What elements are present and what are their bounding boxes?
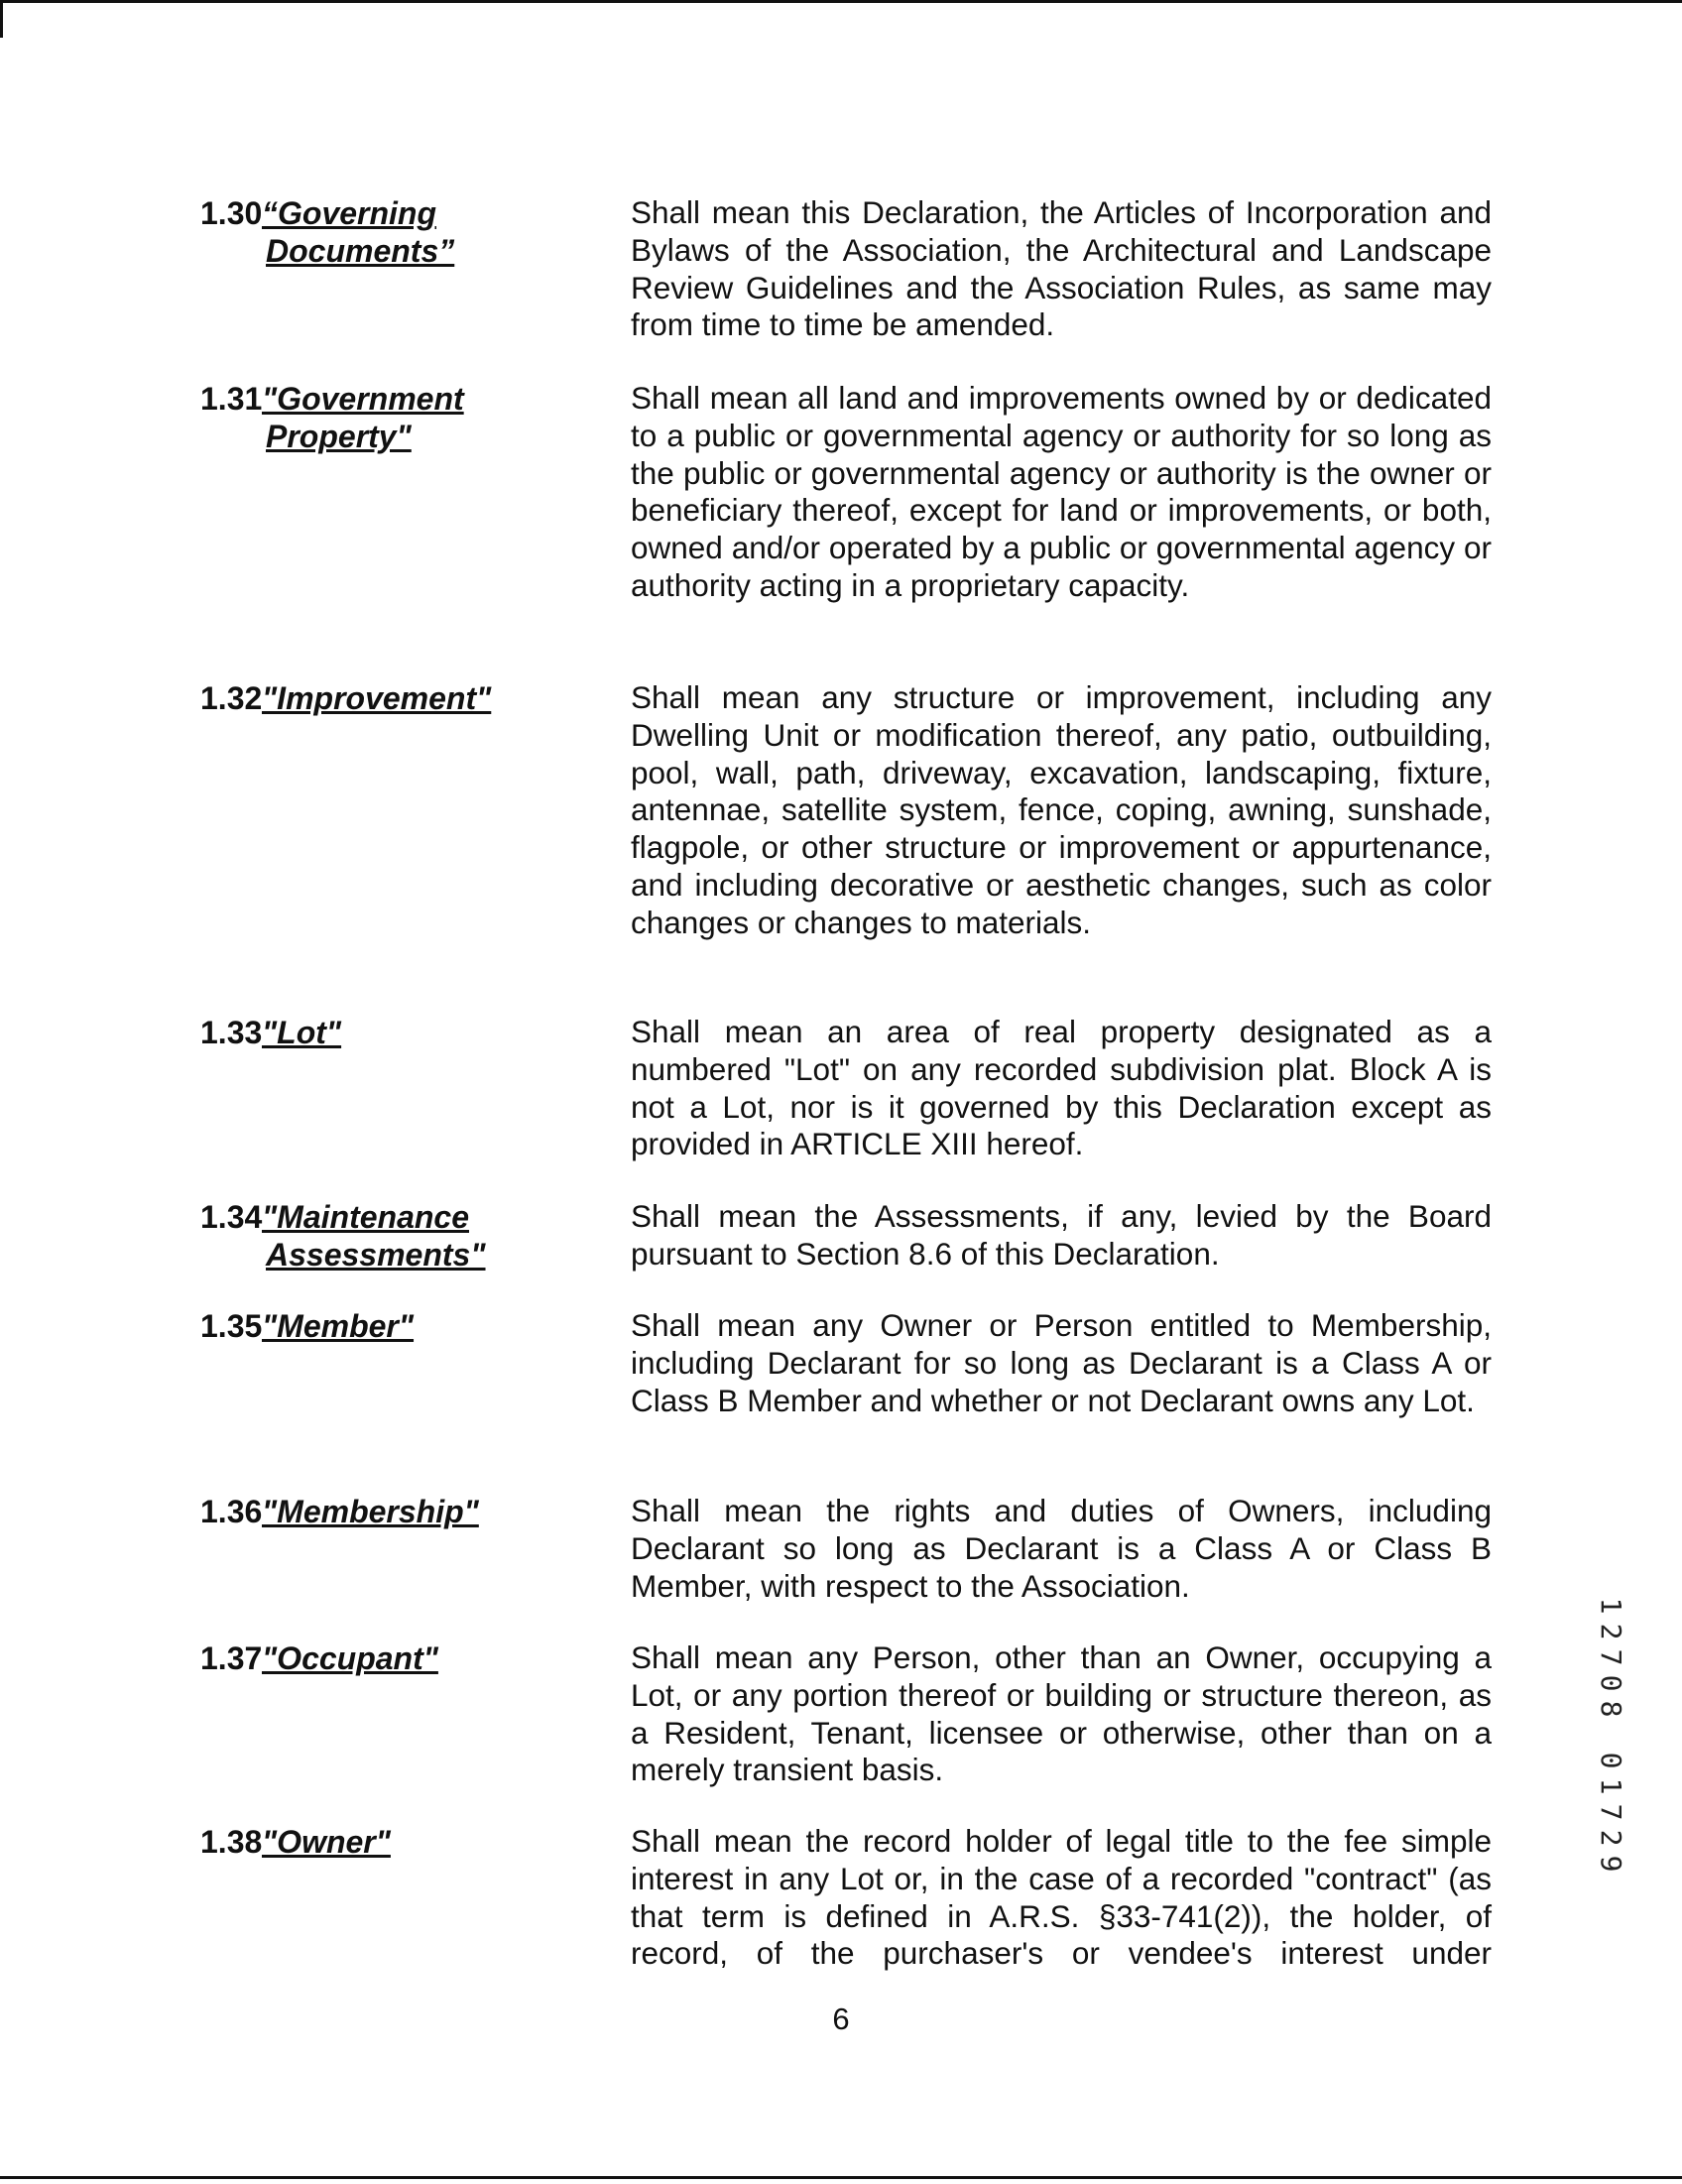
term-text: "Membership" xyxy=(262,1494,479,1529)
term-text: "Owner" xyxy=(262,1824,391,1860)
page-number: 6 xyxy=(832,2002,850,2036)
definition-term xyxy=(200,380,597,455)
stamp-char: 0 xyxy=(1595,1752,1627,1769)
section-number: 1.38 xyxy=(200,1824,263,1860)
definition-term xyxy=(200,1639,597,1677)
term-line xyxy=(200,679,597,717)
scan-edge-left xyxy=(0,0,3,38)
stamp-char: 9 xyxy=(1595,1855,1627,1873)
term-line xyxy=(200,1307,597,1345)
section-number: 1.36 xyxy=(200,1494,263,1529)
term-line xyxy=(200,1639,597,1677)
definition-term xyxy=(200,1307,597,1345)
term-text: Documents” xyxy=(266,233,455,269)
stamp-char: 7 xyxy=(1595,1803,1627,1821)
definition-text: Shall mean the Assessments, if any, levied by the Board pursuant to Section 8.6 of this Declaration. xyxy=(631,1198,1492,1272)
term-line xyxy=(200,1198,597,1236)
definition-text: Shall mean any structure or improvement, including any Dwelling Unit or modification thereof, any patio, outbuilding, pool, wall, path, driveway, excavation, landscaping, fixture, antennae, satellite system, fence, coping, awning, sunshade, flagpole, or other structure or improvement or appurtenance, and including decorative or aesthetic changes, such as color changes or changes to materials. xyxy=(631,679,1492,940)
term-text: "Maintenance xyxy=(262,1199,469,1235)
definition-text: Shall mean this Declaration, the Articles of Incorporation and Bylaws of the Association, the Architectural and Landscape Review Guidelines and the Association Rules, as same may from time to time be amended. xyxy=(631,194,1492,343)
stamp-char: 2 xyxy=(1595,1829,1627,1847)
section-number: 1.34 xyxy=(200,1199,263,1235)
section-number: 1.32 xyxy=(200,680,263,716)
term-line xyxy=(200,1823,597,1861)
stamp-char: 1 xyxy=(1595,1777,1627,1795)
section-number: 1.37 xyxy=(200,1640,263,1676)
stamp-char: 8 xyxy=(1595,1700,1627,1718)
term-line xyxy=(200,380,597,418)
term-text: "Improvement" xyxy=(262,680,492,716)
stamp-char: 7 xyxy=(1595,1648,1627,1666)
term-text: Assessments" xyxy=(266,1237,486,1273)
definition-term xyxy=(200,679,597,717)
definition-term xyxy=(200,1014,597,1051)
definition-text: Shall mean all land and improvements owned by or dedicated to a public or governmental agency or authority for so long as the public or governmental agency or authority is the owner or beneficiary thereof, except for land or improvements, or both, owned and/or operated by a public or governmental agency or authority acting in a proprietary capacity. xyxy=(631,380,1492,603)
term-line xyxy=(200,194,597,232)
scan-edge-bottom xyxy=(0,2176,1682,2179)
definition-term xyxy=(200,1823,597,1861)
recording-stamp xyxy=(1595,1593,1627,1877)
definition-text: Shall mean any Owner or Person entitled to Membership, including Declarant for so long as Declarant is a Class A or Class B Member and whether or not Declarant owns any Lot. xyxy=(631,1307,1492,1418)
section-number: 1.31 xyxy=(200,381,263,417)
term-text: "Government xyxy=(262,381,464,417)
definition-term xyxy=(200,194,597,270)
term-text: "Lot" xyxy=(262,1015,342,1050)
term-line xyxy=(200,1493,597,1530)
term-text: “Governing xyxy=(262,195,437,231)
section-number: 1.35 xyxy=(200,1308,263,1344)
definition-text: Shall mean the rights and duties of Owners, including Declarant so long as Declarant is a Class A or Class B Member, with respect to the Association. xyxy=(631,1493,1492,1604)
definition-term xyxy=(200,1493,597,1530)
section-number: 1.33 xyxy=(200,1015,263,1050)
definition-text: Shall mean the record holder of legal title to the fee simple interest in any Lot or, in the case of a recorded "contract" (as that term is defined in A.R.S. §33-741(2)), the holder, of record, of the purchaser's or vendee's interest under xyxy=(631,1823,1492,1972)
scan-edge-top xyxy=(0,0,1682,3)
term-text: "Occupant" xyxy=(262,1640,438,1676)
definition-text: Shall mean any Person, other than an Owner, occupying a Lot, or any portion thereof or building or structure thereon, as a Resident, Tenant, licensee or otherwise, other than on a merely transient basis. xyxy=(631,1639,1492,1788)
definition-term xyxy=(200,1198,597,1274)
term-line xyxy=(200,1014,597,1051)
stamp-char: 0 xyxy=(1595,1674,1627,1692)
definition-text: Shall mean an area of real property designated as a numbered "Lot" on any recorded subdivision plat. Block A is not a Lot, nor is it governed by this Declaration except as provided in ARTICLE XIII hereof. xyxy=(631,1014,1492,1162)
stamp-char: 1 xyxy=(1595,1597,1627,1615)
term-text: "Member" xyxy=(262,1308,415,1344)
term-text: Property" xyxy=(266,419,412,454)
section-number: 1.30 xyxy=(200,195,263,231)
stamp-char: 2 xyxy=(1595,1623,1627,1640)
stamp-char xyxy=(1598,1721,1623,1749)
